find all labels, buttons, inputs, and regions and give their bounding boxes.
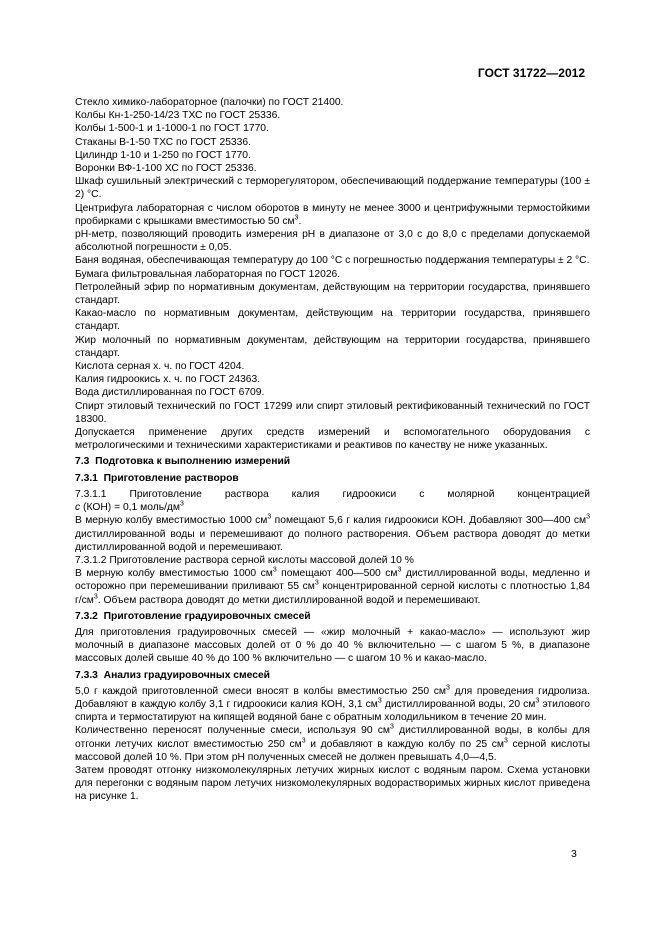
paragraph-petroleum-ether: Петролейный эфир по нормативным документам, действующим на территории государства, принявшего стандарт. xyxy=(75,281,590,307)
paragraph-milk-fat: Жир молочный по нормативным документам, действующим на территории государства, принявшего стандарт. xyxy=(75,334,590,359)
subsection-7-3-1-1: 7.3.1.1 Приготовление раствора калия гидроокиси с молярной концентрацией xyxy=(75,488,590,500)
standard-code-header: ГОСТ 31722—2012 xyxy=(477,66,585,80)
paragraph-koh-preparation: В мерную колбу вместимостью 1000 $см^3$ помещают 5,6 г калия гидроокиси КОН. Добавляют 300—400 $см^3$ дистиллированной воды и перемешивают до полного растворения. Объем раствора доводят до метки дистиллированной водой и перемешивают. xyxy=(75,513,590,553)
equipment-line: Стаканы В-1-50 ТХС по ГОСТ 25336. xyxy=(75,136,251,148)
reagent-line: Вода дистиллированная по ГОСТ 6709. xyxy=(75,387,265,399)
paragraph-h2so4-preparation: В мерную колбу вместимостью 1000 $см^3$ помещают 400—500 $см^3$ дистиллированной воды, медленно и осторожно при перемешивании приливают 55 $см^3$ концентрированной серной кислоты с плотностью 1,84 $г/см^3$. Объем раствора доводят до метки дистиллированной водой и перемешивают. xyxy=(75,566,590,606)
equipment-line: Колбы Кн-1-250-14/23 ТХС по ГОСТ 25336. xyxy=(75,110,281,122)
equipment-line: Цилиндр 1-10 и 1-250 по ГОСТ 1770. xyxy=(75,149,251,161)
section-heading-7-3-1: 7.3.1 Приготовление растворов xyxy=(75,472,239,484)
section-heading-7-3-2: 7.3.2 Приготовление градуировочных смесей xyxy=(75,610,311,622)
paragraph-distillation: Затем проводят отгонку низкомолекулярных летучих жирных кислот с водяным паром. Схема установки для перегонки с водяным паром летучих низкомолекулярных водорастворимых жирных кислот приведена на рисунке 1. xyxy=(75,764,590,803)
page-number: 3 xyxy=(571,848,577,860)
paragraph-transfer: Количественно переносят полученные смеси, используя 90 $см^3$ дистиллированной воды, в колбы для отгонки летучих кислот вместимостью 250 $см^3$ и добавляют в каждую колбу по 25 $см^3$ серной кислоты массовой долей 10 %. При этом рН полученных смесей не должен превышать 4,0—4,5. xyxy=(75,723,591,763)
paragraph-water-bath: Баня водяная, обеспечивающая температуру до 100 °С с погрешностью поддержания температуры ± 2 °С. xyxy=(75,255,590,267)
document-body xyxy=(75,96,590,804)
paragraph-cocoa-butter: Какао-масло по нормативным документам, действующим на территории государства, принявшего стандарт. xyxy=(75,308,590,333)
reagent-line: Калия гидроокись х. ч. по ГОСТ 24363. xyxy=(75,374,261,386)
paragraph-filter-paper: Бумага фильтровальная лабораторная по ГОСТ 12026. xyxy=(75,268,341,280)
paragraph-oven: Шкаф сушильный электрический с терморегулятором, обеспечивающий поддержание температуры (100 ± 2) °С. xyxy=(75,176,590,201)
paragraph-hydrolysis: 5,0 г каждой приготовленной смеси вносят в колбы вместимостью 250 $см^3$ для проведения гидролиза. Добавляют в каждую колбу 3,1 г гидроокиси калия КОН, 3,1 $см^3$ дистиллированной воды, 20 $см^3$ этилового спирта и термостатируют на кипящей водяной бане с обратным холодильником в течение 20 мин. xyxy=(75,684,591,724)
section-heading-7-3: 7.3 Подготовка к выполнению измерений xyxy=(75,456,291,468)
equipment-line: Стекло химико-лабораторное (палочки) по ГОСТ 21400. xyxy=(75,97,344,108)
paragraph-allowed-substitutes: Допускается применение других средств измерений и вспомогательного оборудования с метрологическими и техническими характеристиками и реактивов по качеству не ниже указанных. xyxy=(75,427,590,452)
paragraph-calibration-mixtures: Для приготовления градуировочных смесей — «жир молочный + какао-масло» — используют жир молочный в диапазоне массовых долей от 0 % до 40 % включительно — с шагом 5 %, в диапазоне массовых долей свыше 40 % до 100 % включительно — с шагом 10 % и какао-масло. xyxy=(75,626,590,665)
section-heading-7-3-3: 7.3.3 Анализ градуировочных смесей xyxy=(75,669,270,681)
reagent-line: Кислота серная х. ч. по ГОСТ 4204. xyxy=(75,361,245,373)
subsection-7-3-1-2: 7.3.1.2 Приготовление раствора серной кислоты массовой долей 10 % xyxy=(75,554,414,566)
paragraph-ethanol: Спирт этиловый технический по ГОСТ 17299 или спирт этиловый ректификованный технический по ГОСТ 18300. xyxy=(75,400,590,425)
paragraph-ph-meter: рН-метр, позволяющий проводить измерения рН в диапазоне от 3,0 с до 8,0 с пределами допускаемой абсолютной погрешности ± 0,05. xyxy=(75,229,590,254)
equipment-line: Воронки ВФ-1-100 ХС по ГОСТ 25336. xyxy=(75,163,257,175)
equipment-line: Колбы 1-500-1 и 1-1000-1 по ГОСТ 1770. xyxy=(75,123,269,135)
koh-concentration: c (КОН) = 0,1 моль/$дм^3$ xyxy=(75,500,184,514)
paragraph-centrifuge: Центрифуга лабораторная с числом оборотов в минуту не менее 3000 и центрифужными термостойкими пробирками с крышками вместимостью 50 $см^3$. xyxy=(75,202,590,227)
